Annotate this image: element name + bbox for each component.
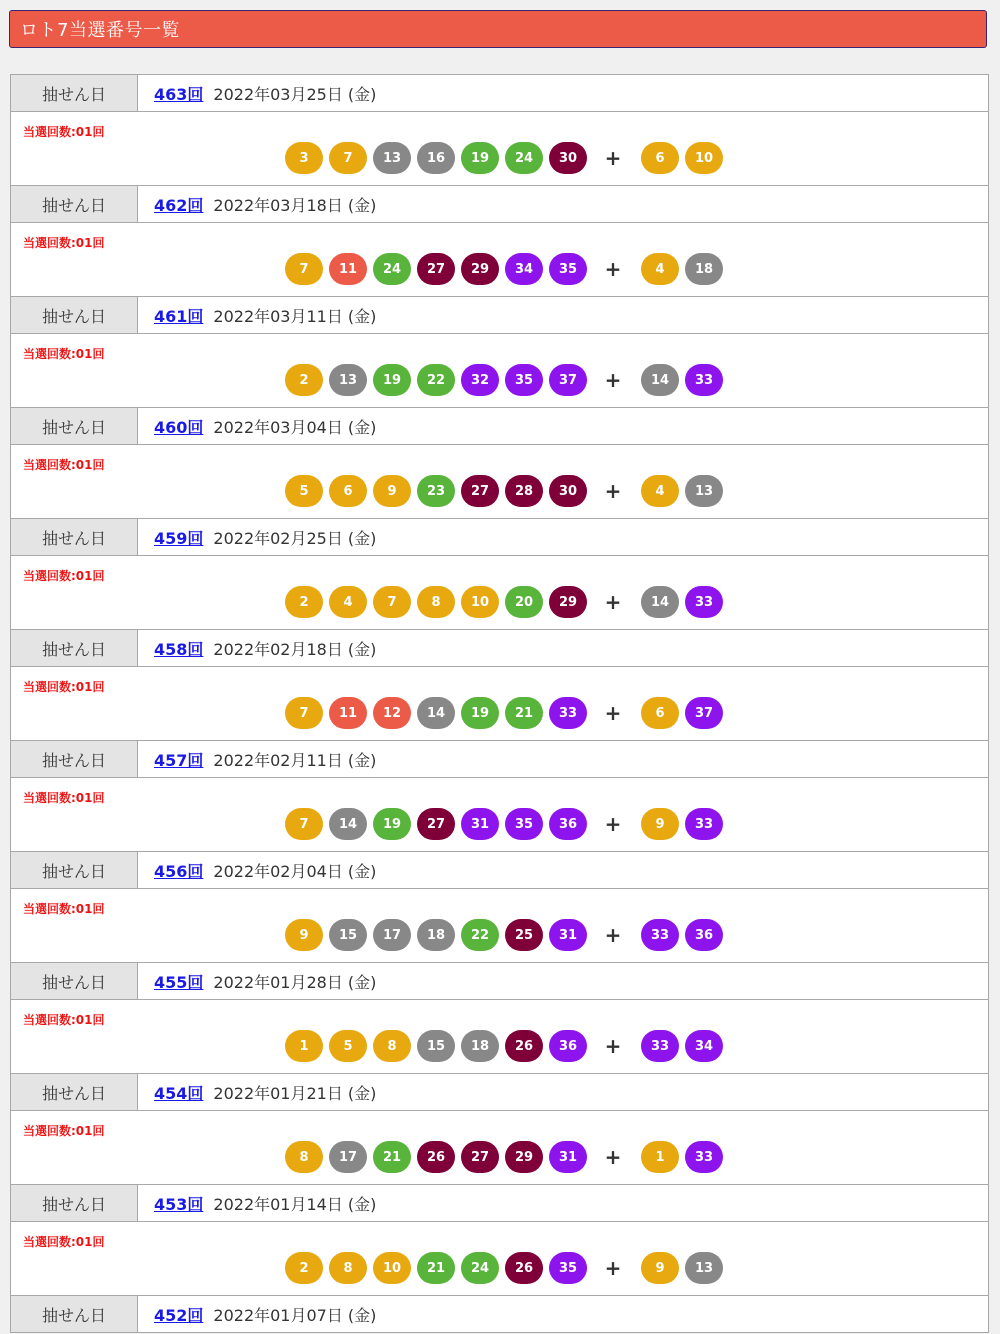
- win-count-label: 当選回数:01回: [23, 347, 105, 361]
- ball-number: 11: [329, 253, 367, 285]
- ball-number: 31: [549, 1141, 587, 1173]
- draw-date: 2022年01月28日 (金): [213, 972, 377, 992]
- draw-info: [138, 741, 376, 777]
- ball-number: 2: [285, 364, 323, 396]
- draw-number-link[interactable]: 458回: [154, 639, 204, 659]
- ball-number: 7: [285, 808, 323, 840]
- ball-number: 8: [373, 1030, 411, 1062]
- draw-header-row: [11, 1185, 988, 1222]
- winning-numbers: [285, 697, 729, 729]
- ball-number: 26: [505, 1030, 543, 1062]
- ball-number: 19: [373, 364, 411, 396]
- bonus-number: 9: [641, 1252, 679, 1284]
- win-count-label: 当選回数:01回: [23, 680, 105, 694]
- ball-number: 13: [373, 142, 411, 174]
- bonus-number: 13: [685, 475, 723, 507]
- draw-header-row: [11, 741, 988, 778]
- bonus-number: 33: [685, 364, 723, 396]
- ball-number: 17: [373, 919, 411, 951]
- bonus-number: 33: [685, 586, 723, 618]
- ball-number: 1: [285, 1030, 323, 1062]
- draw-number-link[interactable]: 460回: [154, 417, 204, 437]
- ball-number: 34: [505, 253, 543, 285]
- ball-number: 25: [505, 919, 543, 951]
- ball-number: 24: [373, 253, 411, 285]
- win-count-label: 当選回数:01回: [23, 458, 105, 472]
- ball-number: 17: [329, 1141, 367, 1173]
- plus-sign: +: [604, 1145, 622, 1169]
- ball-number: 8: [285, 1141, 323, 1173]
- winning-numbers: [285, 1141, 729, 1173]
- ball-number: 19: [373, 808, 411, 840]
- ball-number: 8: [329, 1252, 367, 1284]
- draw-header-row: [11, 519, 988, 556]
- draw-date-label: 抽せん日: [11, 852, 138, 888]
- ball-number: 19: [461, 697, 499, 729]
- draw-date-label: 抽せん日: [11, 297, 138, 333]
- draw-header-row: [11, 297, 988, 334]
- win-count-label: 当選回数:01回: [23, 791, 105, 805]
- draw-result-row: [11, 556, 988, 630]
- bonus-number: 4: [641, 253, 679, 285]
- ball-number: 26: [417, 1141, 455, 1173]
- plus-sign: +: [604, 146, 622, 170]
- draw-header-row: [11, 408, 988, 445]
- ball-number: 21: [505, 697, 543, 729]
- winning-numbers: [285, 808, 729, 840]
- draw-info: [138, 1185, 376, 1221]
- draw-date-label: 抽せん日: [11, 630, 138, 666]
- ball-number: 18: [417, 919, 455, 951]
- draw-info: [138, 408, 376, 444]
- ball-number: 21: [373, 1141, 411, 1173]
- draw-header-row: [11, 1296, 988, 1333]
- winning-numbers: [285, 586, 729, 618]
- ball-number: 21: [417, 1252, 455, 1284]
- ball-number: 6: [329, 475, 367, 507]
- ball-number: 29: [461, 253, 499, 285]
- ball-number: 31: [549, 919, 587, 951]
- ball-number: 13: [329, 364, 367, 396]
- draw-header-row: [11, 852, 988, 889]
- ball-number: 27: [417, 253, 455, 285]
- draw-date: 2022年02月04日 (金): [213, 861, 377, 881]
- winning-numbers: [285, 253, 729, 285]
- draw-result-row: [11, 334, 988, 408]
- ball-number: 15: [329, 919, 367, 951]
- bonus-number: 10: [685, 142, 723, 174]
- bonus-number: 14: [641, 586, 679, 618]
- draw-date-label: 抽せん日: [11, 963, 138, 999]
- ball-number: 15: [417, 1030, 455, 1062]
- draw-number-link[interactable]: 453回: [154, 1194, 204, 1214]
- ball-number: 10: [461, 586, 499, 618]
- winning-numbers: [285, 475, 729, 507]
- ball-number: 26: [505, 1252, 543, 1284]
- draw-date: 2022年02月25日 (金): [213, 528, 377, 548]
- winning-numbers: [285, 1030, 729, 1062]
- ball-number: 36: [549, 1030, 587, 1062]
- ball-number: 9: [285, 919, 323, 951]
- draw-date-label: 抽せん日: [11, 519, 138, 555]
- ball-number: 35: [505, 364, 543, 396]
- ball-number: 16: [417, 142, 455, 174]
- ball-number: 32: [461, 364, 499, 396]
- win-count-label: 当選回数:01回: [23, 236, 105, 250]
- ball-number: 24: [461, 1252, 499, 1284]
- draw-result-row: [11, 223, 988, 297]
- plus-sign: +: [604, 701, 622, 725]
- winning-numbers: [285, 919, 729, 951]
- bonus-number: 13: [685, 1252, 723, 1284]
- plus-sign: +: [604, 479, 622, 503]
- win-count-label: 当選回数:01回: [23, 1235, 105, 1249]
- bonus-number: 37: [685, 697, 723, 729]
- page-title: ロト7当選番号一覧: [20, 20, 180, 41]
- bonus-number: 4: [641, 475, 679, 507]
- ball-number: 7: [373, 586, 411, 618]
- draw-number-link[interactable]: 461回: [154, 306, 204, 326]
- draw-number-link[interactable]: 455回: [154, 972, 204, 992]
- bonus-number: 33: [685, 808, 723, 840]
- draw-info: [138, 1074, 376, 1110]
- ball-number: 28: [505, 475, 543, 507]
- ball-number: 9: [373, 475, 411, 507]
- draw-info: [138, 630, 376, 666]
- ball-number: 3: [285, 142, 323, 174]
- plus-sign: +: [604, 1256, 622, 1280]
- ball-number: 27: [461, 475, 499, 507]
- draw-date-label: 抽せん日: [11, 1296, 138, 1332]
- ball-number: 36: [549, 808, 587, 840]
- bonus-number: 33: [685, 1141, 723, 1173]
- bonus-number: 33: [641, 1030, 679, 1062]
- draw-header-row: [11, 186, 988, 223]
- draw-number-link[interactable]: 459回: [154, 528, 204, 548]
- draw-number-link[interactable]: 462回: [154, 195, 204, 215]
- ball-number: 22: [417, 364, 455, 396]
- draw-date: 2022年03月25日 (金): [213, 84, 377, 104]
- plus-sign: +: [604, 590, 622, 614]
- bonus-number: 6: [641, 142, 679, 174]
- draw-date: 2022年01月21日 (金): [213, 1083, 377, 1103]
- winning-numbers: [285, 142, 729, 174]
- ball-number: 24: [505, 142, 543, 174]
- draw-date-label: 抽せん日: [11, 75, 138, 111]
- draw-result-row: [11, 1111, 988, 1185]
- draw-info: [138, 852, 376, 888]
- draw-info: [138, 1296, 376, 1332]
- ball-number: 10: [373, 1252, 411, 1284]
- ball-number: 33: [549, 697, 587, 729]
- ball-number: 7: [285, 697, 323, 729]
- ball-number: 14: [417, 697, 455, 729]
- bonus-number: 1: [641, 1141, 679, 1173]
- draw-date: 2022年02月11日 (金): [213, 750, 377, 770]
- draw-date-label: 抽せん日: [11, 1185, 138, 1221]
- bonus-number: 18: [685, 253, 723, 285]
- bonus-number: 6: [641, 697, 679, 729]
- draw-date-label: 抽せん日: [11, 741, 138, 777]
- bonus-number: 9: [641, 808, 679, 840]
- ball-number: 4: [329, 586, 367, 618]
- ball-number: 37: [549, 364, 587, 396]
- results-table: [10, 74, 989, 1333]
- draw-result-row: [11, 445, 988, 519]
- draw-number-link[interactable]: 457回: [154, 750, 204, 770]
- draw-header-row: [11, 963, 988, 1000]
- draw-result-row: [11, 1000, 988, 1074]
- ball-number: 29: [505, 1141, 543, 1173]
- draw-header-row: [11, 75, 988, 112]
- draw-result-row: [11, 667, 988, 741]
- ball-number: 35: [549, 1252, 587, 1284]
- ball-number: 14: [329, 808, 367, 840]
- win-count-label: 当選回数:01回: [23, 125, 105, 139]
- draw-number-link[interactable]: 452回: [154, 1305, 204, 1325]
- draw-date: 2022年02月18日 (金): [213, 639, 377, 659]
- ball-number: 20: [505, 586, 543, 618]
- ball-number: 5: [285, 475, 323, 507]
- win-count-label: 当選回数:01回: [23, 902, 105, 916]
- ball-number: 30: [549, 142, 587, 174]
- ball-number: 2: [285, 586, 323, 618]
- draw-date-label: 抽せん日: [11, 1074, 138, 1110]
- ball-number: 7: [329, 142, 367, 174]
- draw-info: [138, 963, 376, 999]
- win-count-label: 当選回数:01回: [23, 1013, 105, 1027]
- draw-info: [138, 186, 376, 222]
- draw-date: 2022年01月07日 (金): [213, 1305, 377, 1325]
- draw-result-row: [11, 889, 988, 963]
- draw-header-row: [11, 630, 988, 667]
- bonus-number: 14: [641, 364, 679, 396]
- ball-number: 8: [417, 586, 455, 618]
- ball-number: 19: [461, 142, 499, 174]
- draw-number-link[interactable]: 454回: [154, 1083, 204, 1103]
- draw-result-row: [11, 1222, 988, 1296]
- ball-number: 23: [417, 475, 455, 507]
- draw-number-link[interactable]: 456回: [154, 861, 204, 881]
- ball-number: 27: [417, 808, 455, 840]
- draw-date: 2022年03月18日 (金): [213, 195, 377, 215]
- bonus-number: 33: [641, 919, 679, 951]
- draw-date-label: 抽せん日: [11, 408, 138, 444]
- draw-result-row: [11, 778, 988, 852]
- winning-numbers: [285, 364, 729, 396]
- ball-number: 2: [285, 1252, 323, 1284]
- winning-numbers: [285, 1252, 729, 1284]
- ball-number: 27: [461, 1141, 499, 1173]
- plus-sign: +: [604, 368, 622, 392]
- draw-date: 2022年03月11日 (金): [213, 306, 377, 326]
- bonus-number: 34: [685, 1030, 723, 1062]
- draw-info: [138, 297, 376, 333]
- plus-sign: +: [604, 1034, 622, 1058]
- ball-number: 7: [285, 253, 323, 285]
- bonus-number: 36: [685, 919, 723, 951]
- draw-info: [138, 519, 376, 555]
- ball-number: 18: [461, 1030, 499, 1062]
- draw-number-link[interactable]: 463回: [154, 84, 204, 104]
- ball-number: 31: [461, 808, 499, 840]
- ball-number: 30: [549, 475, 587, 507]
- draw-date: 2022年01月14日 (金): [213, 1194, 377, 1214]
- ball-number: 12: [373, 697, 411, 729]
- draw-info: [138, 75, 376, 111]
- ball-number: 35: [505, 808, 543, 840]
- draw-date-label: 抽せん日: [11, 186, 138, 222]
- plus-sign: +: [604, 257, 622, 281]
- ball-number: 35: [549, 253, 587, 285]
- ball-number: 22: [461, 919, 499, 951]
- plus-sign: +: [604, 923, 622, 947]
- win-count-label: 当選回数:01回: [23, 1124, 105, 1138]
- win-count-label: 当選回数:01回: [23, 569, 105, 583]
- ball-number: 5: [329, 1030, 367, 1062]
- ball-number: 11: [329, 697, 367, 729]
- draw-result-row: [11, 112, 988, 186]
- page-header: [9, 10, 987, 48]
- plus-sign: +: [604, 812, 622, 836]
- draw-date: 2022年03月04日 (金): [213, 417, 377, 437]
- draw-header-row: [11, 1074, 988, 1111]
- ball-number: 29: [549, 586, 587, 618]
